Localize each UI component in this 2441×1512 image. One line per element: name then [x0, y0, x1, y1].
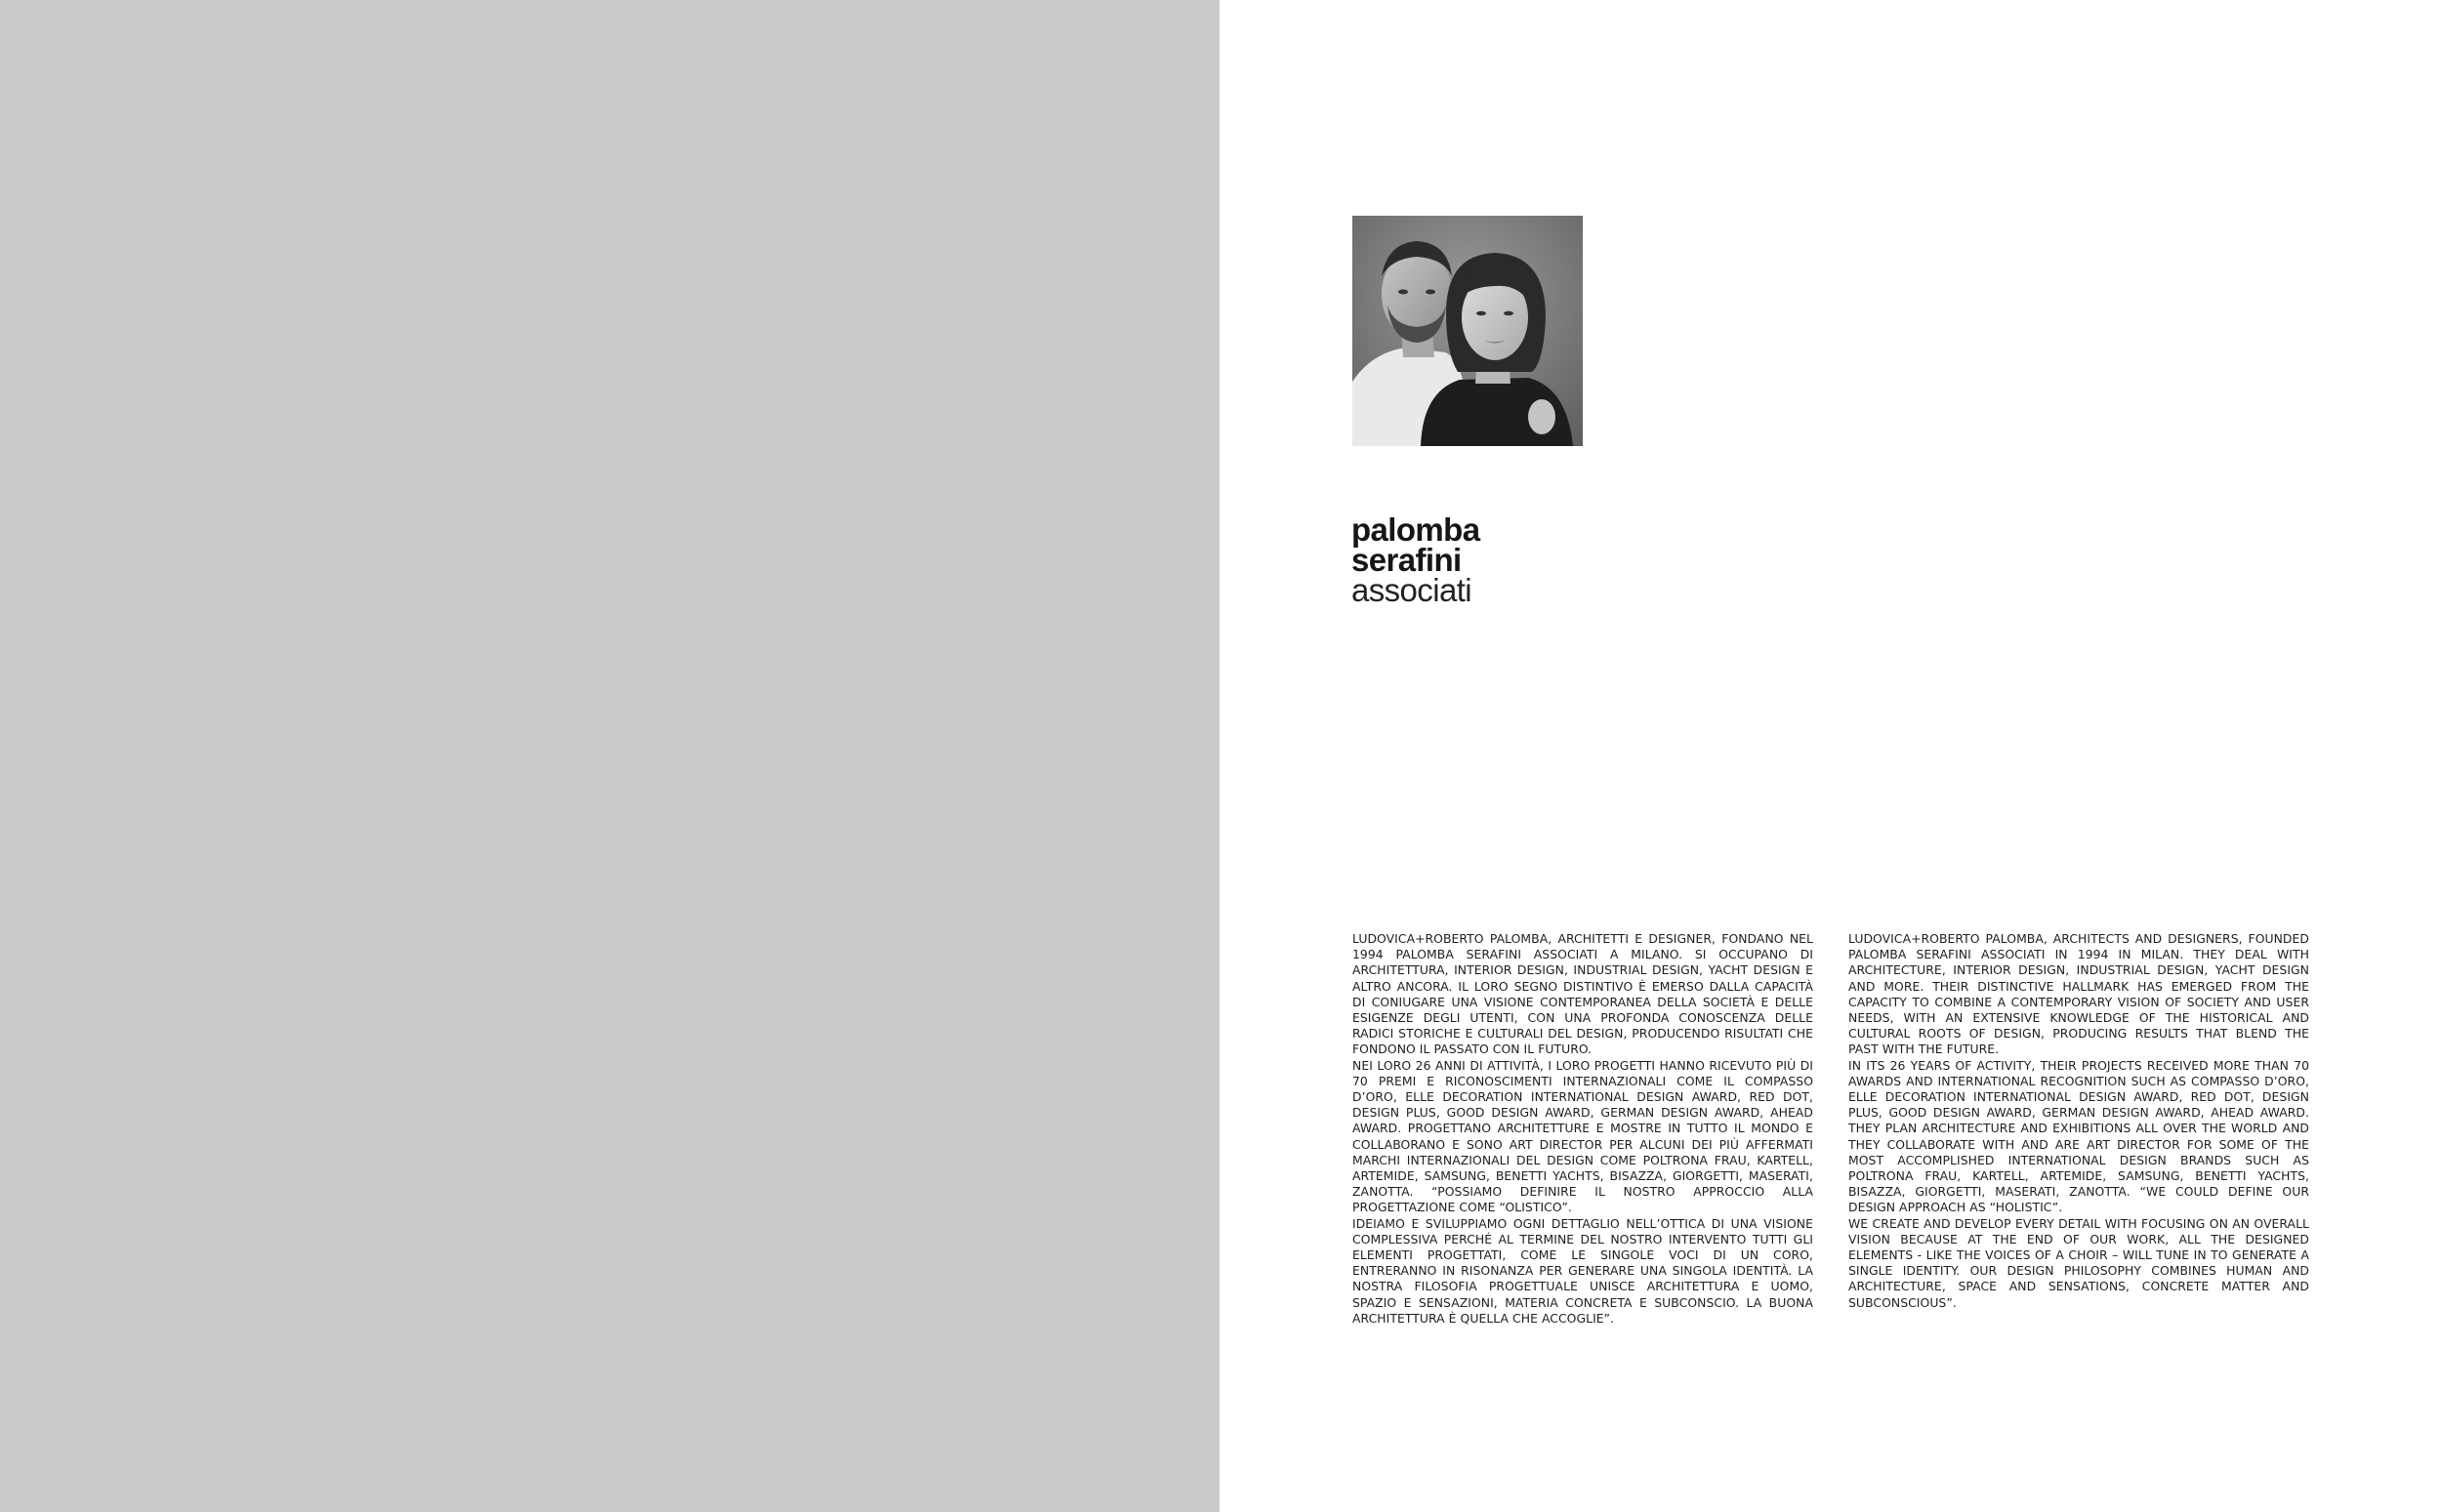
brand-logo: [1351, 511, 1480, 608]
brand-line-palomba: palomba: [1351, 511, 1480, 548]
left-page-blank: [0, 0, 1220, 1512]
brand-line-serafini: serafini: [1351, 542, 1462, 578]
bio-italian-paragraph: LUDOVICA+ROBERTO PALOMBA, ARCHITETTI E DESIGNER, FONDANO NEL 1994 PALOMBA SERAFINI ASSOCIATI A MILANO. SI OCCUPANO DI ARCHITETTURA, INTERIOR DESIGN, INDUSTRIAL DESIGN, YACHT DESIGN E ALTRO ANCORA. IL LORO SEGNO DISTINTIVO È EMERSO DALLA CAPACITÀ DI CONIUGARE UNA VISIONE CONTEMPORANEA DELLA SOCIETÀ E DELLE ESIGENZE DEGLI UTENTI, CON UNA PROFONDA CONOSCENZA DELLE RADICI STORICHE E CULTURALI DEL DESIGN, PRODUCENDO RISULTATI CHE FONDONO IL PASSATO CON IL FUTURO.: [1352, 931, 1813, 1057]
brand-line-associati: associati: [1351, 572, 1471, 608]
bio-english-paragraph: WE CREATE AND DEVELOP EVERY DETAIL WITH FOCUSING ON AN OVERALL VISION BECAUSE AT THE END OF OUR WORK, ALL THE DESIGNED ELEMENTS - LIKE THE VOICES OF A CHOIR – WILL TUNE IN TO GENERATE A SINGLE IDENTITY. OUR DESIGN PHILOSOPHY COMBINES HUMAN AND ARCHITECTURE, SPACE AND SENSATIONS, CONCRETE MATTER AND SUBCONSCIOUS”.: [1848, 1215, 2309, 1310]
bio-english-paragraph: IN ITS 26 YEARS OF ACTIVITY, THEIR PROJECTS RECEIVED MORE THAN 70 AWARDS AND INTERNATIONAL RECOGNITION SUCH AS COMPASSO D’ORO, ELLE DECORATION INTERNATIONAL DESIGN AWARD, RED DOT, DESIGN PLUS, GOOD DESIGN AWARD, GERMAN DESIGN AWARD, AHEAD AWARD. THEY PLAN ARCHITECTURE AND EXHIBITIONS ALL OVER THE WORLD AND THEY COLLABORATE WITH AND ARE ART DIRECTOR FOR SOME OF THE MOST ACCOMPLISHED INTERNATIONAL DESIGN BRANDS SUCH AS POLTRONA FRAU, KARTELL, ARTEMIDE, SAMSUNG, BENETTI YACHTS, BISAZZA, GIORGETTI, MASERATI, ZANOTTA. “WE COULD DEFINE OUR DESIGN APPROACH AS “HOLISTIC”.: [1848, 1057, 2309, 1215]
bio-english-paragraph: LUDOVICA+ROBERTO PALOMBA, ARCHITECTS AND DESIGNERS, FOUNDED PALOMBA SERAFINI ASSOCIATI IN 1994 IN MILAN. THEY DEAL WITH ARCHITECTURE, INTERIOR DESIGN, INDUSTRIAL DESIGN, YACHT DESIGN AND MORE. THEIR DISTINCTIVE HALLMARK HAS EMERGED FROM THE CAPACITY TO COMBINE A CONTEMPORARY VISION OF SOCIETY AND USER NEEDS, WITH AN EXTENSIVE KNOWLEDGE OF THE HISTORICAL AND CULTURAL ROOTS OF DESIGN, PRODUCING RESULTS THAT BLEND THE PAST WITH THE FUTURE.: [1848, 931, 2309, 1057]
bio-italian: [1352, 931, 1813, 1327]
bio-english: [1848, 931, 2309, 1311]
portrait-photo: [1352, 216, 1583, 446]
bio-italian-paragraph: IDEIAMO E SVILUPPIAMO OGNI DETTAGLIO NELL’OTTICA DI UNA VISIONE COMPLESSIVA PERCHÉ AL TERMINE DEL NOSTRO INTERVENTO TUTTI GLI ELEMENTI PROGETTATI, COME LE SINGOLE VOCI DI UN CORO, ENTRERANNO IN RISONANZA PER GENERARE UNA SINGOLA IDENTITÀ. LA NOSTRA FILOSOFIA PROGETTUALE UNISCE ARCHITETTURA E UOMO, SPAZIO E SENSAZIONI, MATERIA CONCRETA E SUBCONSCIO. LA BUONA ARCHITETTURA È QUELLA CHE ACCOGLIE”.: [1352, 1215, 1813, 1326]
bio-italian-paragraph: NEI LORO 26 ANNI DI ATTIVITÀ, I LORO PROGETTI HANNO RICEVUTO PIÙ DI 70 PREMI E RICONOSCIMENTI INTERNAZIONALI COME IL COMPASSO D’ORO, ELLE DECORATION INTERNATIONAL DESIGN AWARD, RED DOT, DESIGN PLUS, GOOD DESIGN AWARD, GERMAN DESIGN AWARD, AHEAD AWARD. PROGETTANO ARCHITETTURE E MOSTRE IN TUTTO IL MONDO E COLLABORANO E SONO ART DIRECTOR PER ALCUNI DEI PIÙ AFFERMATI MARCHI INTERNAZIONALI DEL DESIGN COME POLTRONA FRAU, KARTELL, ARTEMIDE, SAMSUNG, BENETTI YACHTS, BISAZZA, GIORGETTI, MASERATI, ZANOTTA. “POSSIAMO DEFINIRE IL NOSTRO APPROCCIO ALLA PROGETTAZIONE COME “OLISTICO”.: [1352, 1057, 1813, 1215]
portrait-icon: [1352, 216, 1583, 446]
